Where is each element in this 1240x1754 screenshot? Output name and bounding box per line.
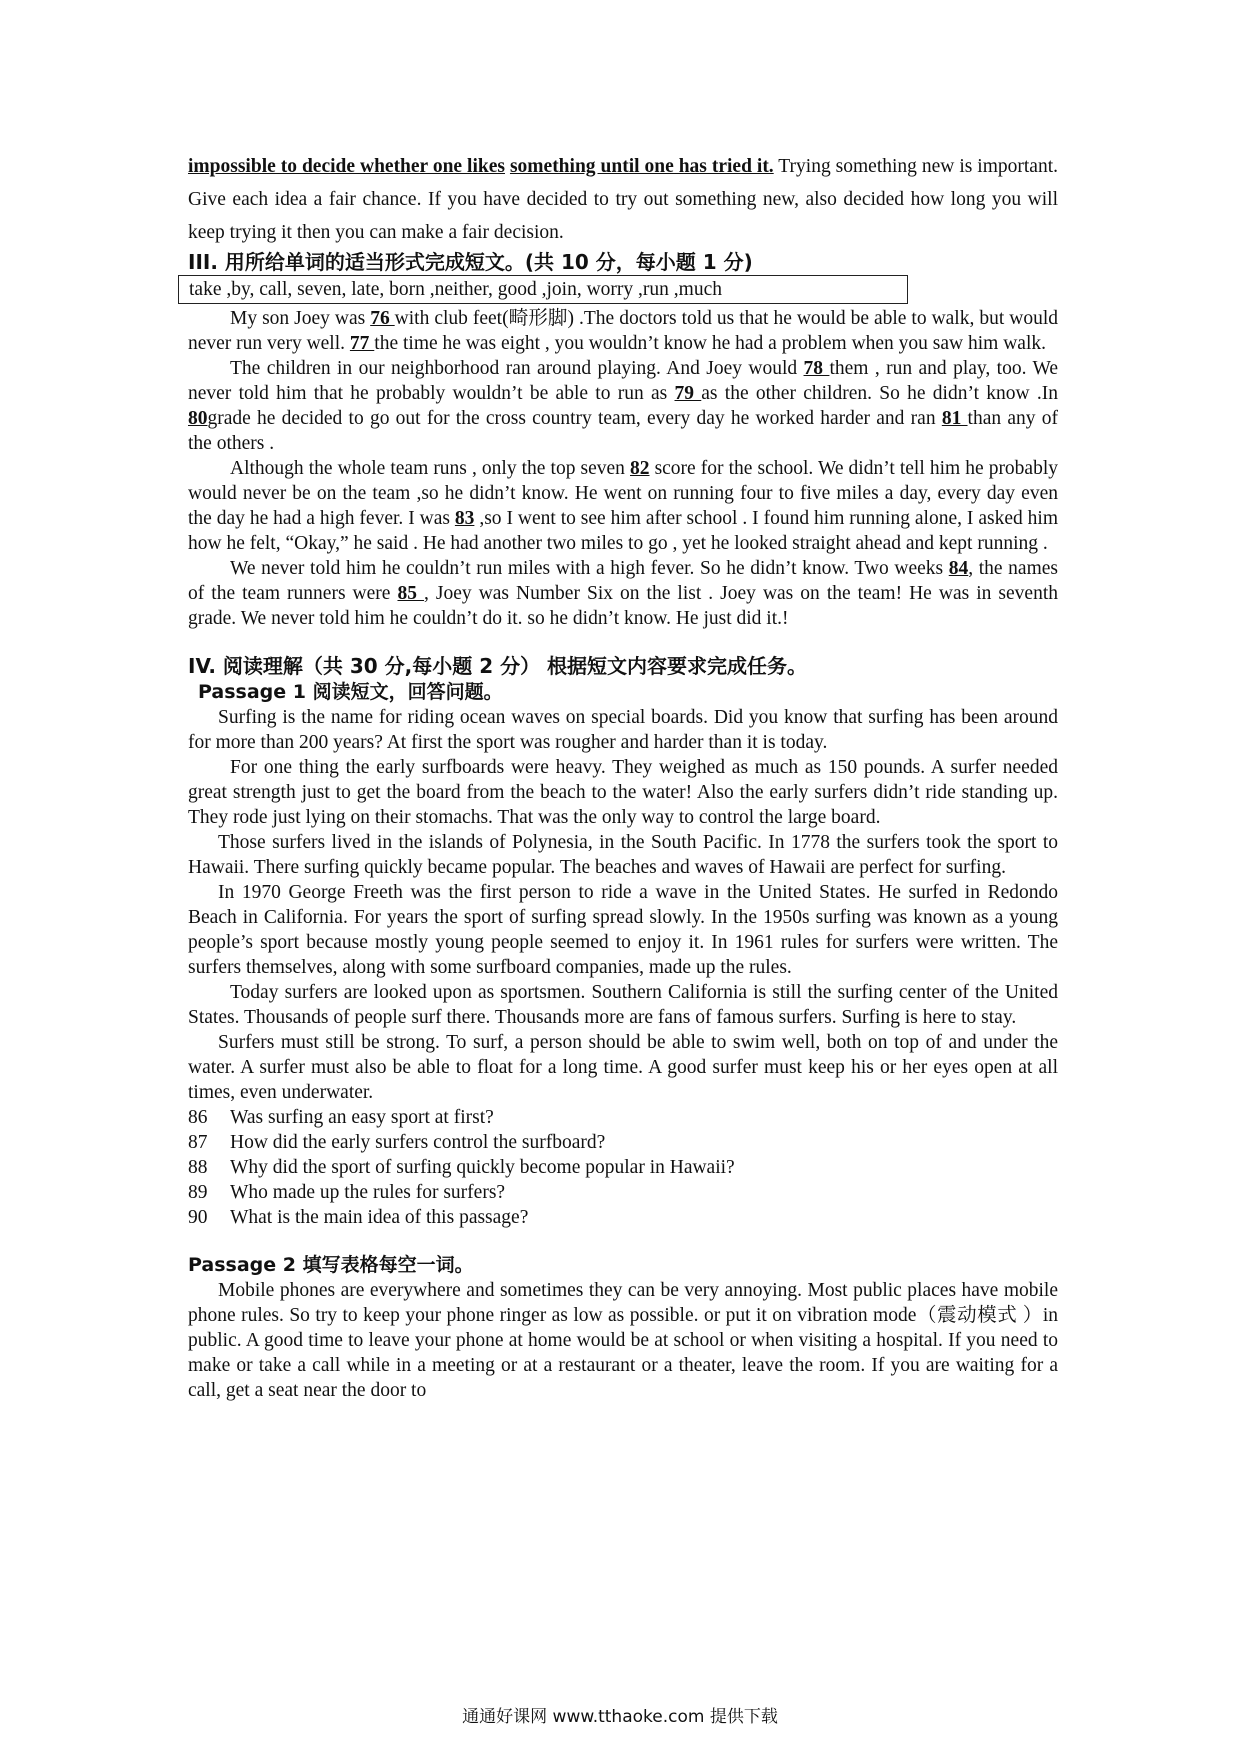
question-item [188, 1155, 1058, 1180]
cloze-paragraph-3: Although the whole team runs , only the top seven 82 score for the school. We didn’t tell him he probably would never be on the team ,so he didn’t know. He went on running four to five miles a day, every day even the day he had a high fever. I was 83 ,so I went to see him after school . I found him running alone, I asked him how he felt, “Okay,” he said . He had another two miles to go , yet he looked straight ahead and kept running . [188, 458, 1059, 554]
cloze-paragraph-4: We never told him he couldn’t run miles with a high fever. So he didn’t know. Two weeks 84, the names of the team runners were 85 , Joey was Number Six on the list . Joey was on the team! He was in seventh grade. We never told him he couldn’t do it. so he didn’t know. He just did it.! [188, 558, 1058, 629]
cloze-paragraph-2: The children in our neighborhood ran around playing. And Joey would 78 them , run and play, too. We never told him that he probably wouldn’t be able to run as 79 as the other children. So he didn’t know .In 80grade he decided to go out for the cross country team, every day he worked harder and ran 81 than any of the others . [188, 358, 1058, 454]
passage-1-paragraph: Surfing is the name for riding ocean waves on special boards. Did you know that surfing has been around for more than 200 years? At first the sport was rougher and harder than it is today. [188, 707, 1058, 753]
question-text: Was surfing an easy sport at first? [230, 1107, 494, 1128]
blank-79: 79 [674, 383, 702, 404]
question-number: 90 [188, 1207, 208, 1228]
question-list [188, 1105, 1058, 1230]
question-text: Who made up the rules for surfers? [230, 1182, 506, 1203]
question-text: Why did the sport of surfing quickly become popular in Hawaii? [230, 1157, 735, 1178]
passage-1-paragraph: Surfers must still be strong. To surf, a person should be able to swim well, both on top of and under the water. A surfer must also be able to float for a long time. A good surfer must keep his or her eyes open at all times, even underwater. [188, 1032, 1058, 1103]
blank-80: 80 [188, 408, 208, 429]
blank-81: 81 [941, 408, 968, 429]
intro-bold-1: impossible to decide whether one likes [188, 156, 505, 177]
page-footer: 通通好课网 www.tthaoke.com 提供下载 [462, 1707, 778, 1727]
intro-text: Trying something new is important. Give each idea a fair chance. If you have decided to try out something new, also decided how long you will keep trying it then you can make a fair decision. [188, 156, 1058, 243]
question-number: 89 [188, 1182, 208, 1203]
passage-1-paragraph: For one thing the early surfboards were heavy. They weighed as much as 150 pounds. A surfer needed great strength just to get the board from the beach to the water! Also the early surfers didn’t ride standing up. They rode just lying on their stomachs. That was the only way to control the large board. [188, 757, 1058, 828]
passage-1-paragraph: Those surfers lived in the islands of Polynesia, in the South Pacific. In 1778 the surfers took the sport to Hawaii. There surfing quickly became popular. The beaches and waves of Hawaii are perfect for surfing. [188, 832, 1058, 878]
question-item [188, 1205, 1058, 1230]
word-bank-box: take ,by, call, seven, late, born ,neither, good ,join, worry ,run ,much [178, 275, 908, 304]
passage-1-title: Passage 1 阅读短文，回答问题。 [198, 681, 503, 703]
blank-83: 83 [454, 508, 475, 529]
document-page [188, 150, 1058, 1403]
section-4-title: IV. 阅读理解（共 30 分,每小题 2 分） 根据短文内容要求完成任务。 [188, 654, 808, 678]
passage-1-paragraph: Today surfers are looked upon as sportsmen. Southern California is still the surfing center of the United States. Thousands of people surf there. Thousands more are fans of famous surfers. Surfing is here to stay. [188, 982, 1058, 1028]
question-item [188, 1130, 1058, 1155]
question-text: What is the main idea of this passage? [230, 1207, 529, 1228]
question-text: How did the early surfers control the surfboard? [230, 1132, 606, 1153]
passage-2-title: Passage 2 填写表格每空一词。 [188, 1254, 474, 1276]
blank-82: 82 [630, 458, 650, 479]
question-number: 87 [188, 1132, 208, 1153]
question-item [188, 1105, 1058, 1130]
blank-78: 78 [803, 358, 830, 379]
blank-77: 77 [349, 333, 375, 354]
intro-paragraph [188, 150, 1058, 249]
blank-84: 84 [948, 558, 969, 579]
blank-85: 85 [397, 583, 425, 604]
question-item [188, 1180, 1058, 1205]
question-number: 86 [188, 1107, 208, 1128]
section-3-title: III. 用所给单词的适当形式完成短文。(共 10 分，每小题 1 分) [188, 250, 753, 274]
passage-2-paragraph: Mobile phones are everywhere and sometimes they can be very annoying. Most public places have mobile phone rules. So try to keep your phone ringer as low as possible. or put it on vibration mode（震动模式 ）in public. A good time to leave your phone at home would be at school or when visiting a hospital. If you need to make or take a call while in a meeting or at a restaurant or a theater, leave the room. If you are waiting for a call, get a seat near the door to [188, 1280, 1058, 1401]
passage-1-paragraph: In 1970 George Freeth was the first person to ride a wave in the United States. He surfed in Redondo Beach in California. For years the sport of surfing spread slowly. In the 1950s surfing was known as a young people’s sport because mostly young people seemed to enjoy it. In 1961 rules for surfers were written. The surfers themselves, along with some surfboard companies, made up the rules. [188, 882, 1058, 978]
cloze-paragraph-1: My son Joey was 76 with club feet(畸形脚) .The doctors told us that he would be able to walk, but would never run very well. 77 the time he was eight , you wouldn’t know he had a problem when you saw him walk. [188, 308, 1058, 354]
intro-bold-2: something until one has tried it. [509, 156, 774, 177]
blank-76: 76 [370, 308, 395, 329]
question-number: 88 [188, 1157, 208, 1178]
